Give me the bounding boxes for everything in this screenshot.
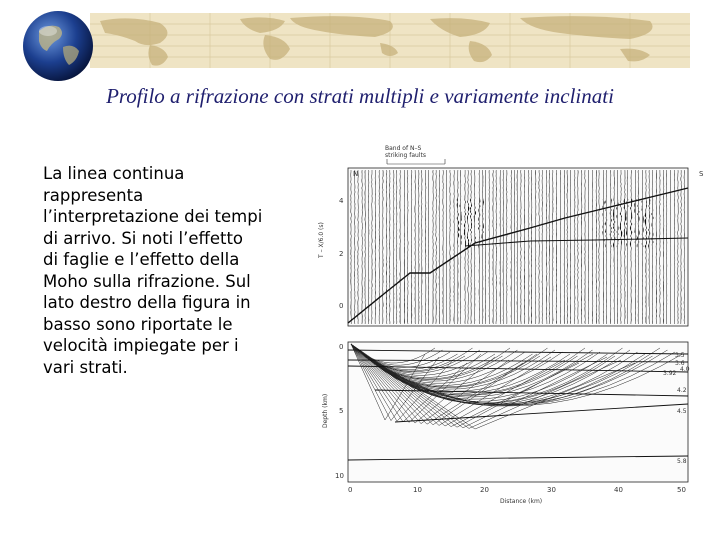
seismic-trace: [408, 170, 409, 324]
globe-icon: [21, 9, 95, 83]
label-n: N: [353, 170, 359, 178]
time-tick-2: 2: [339, 250, 344, 258]
velocity-7: 5.8: [677, 458, 687, 465]
distance-axis-label: Distance (km): [500, 498, 543, 505]
seismic-trace: [433, 170, 434, 324]
velocity-1: 3.5: [675, 352, 685, 359]
distance-tick-10: 10: [413, 486, 422, 494]
band-label-1: Band of N–S: [385, 145, 422, 152]
distance-tick-30: 30: [547, 486, 556, 494]
traveltime-panel: [348, 168, 688, 326]
distance-tick-40: 40: [614, 486, 623, 494]
velocity-4: 4.0: [680, 366, 690, 373]
velocity-2: 3.6: [675, 360, 685, 367]
distance-tick-0: 0: [348, 486, 353, 494]
label-s: S: [699, 170, 704, 178]
distance-tick-50: 50: [677, 486, 686, 494]
depth-tick-0: 0: [339, 343, 344, 351]
refraction-profile-figure: [315, 128, 720, 508]
slide-title: Profilo a rifrazione con strati multipli e variamente inclinati: [106, 84, 614, 108]
distance-tick-20: 20: [480, 486, 489, 494]
depth-tick-5: 5: [339, 407, 344, 415]
velocity-3: 3.92: [663, 370, 677, 377]
depth-axis-label: Depth (km): [322, 393, 329, 428]
body-text: La linea continua rappresenta l’interpretazione dei tempi di arrivo. Si noti l’effetto di faglie e l’effetto della Moho sulla rifrazione. Sul lato destro della figura in basso sono riportate le velocità impiegate per i vari strati.: [43, 164, 263, 377]
time-tick-4: 4: [339, 197, 344, 205]
world-map-banner: [90, 13, 690, 68]
band-label-2: striking faults: [385, 152, 427, 159]
velocity-5: 4.2: [677, 387, 687, 394]
depth-tick-10: 10: [335, 472, 344, 480]
time-axis-label: T – X/6.0 (s): [318, 222, 325, 258]
time-tick-0: 0: [339, 302, 344, 310]
velocity-6: 4.5: [677, 408, 687, 415]
